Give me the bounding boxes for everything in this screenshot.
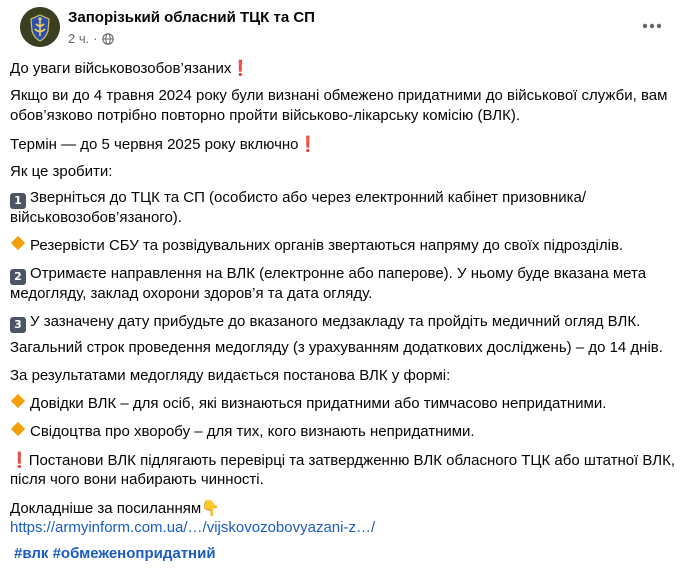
term-line: Загальний строк проведення медогляду (з урахуванням додаткових досліджень) – до 14 днів. <box>10 339 663 356</box>
deadline-text: Термін — до 5 червня 2025 року включно <box>10 136 299 153</box>
orange-diamond-icon <box>11 394 25 408</box>
page-avatar[interactable] <box>20 7 60 47</box>
para1-line2: обов’язково потрібно повторно пройти військово-лікарську комісію (ВЛК). <box>10 107 521 124</box>
hashtag-vlk[interactable]: #влк <box>14 545 49 562</box>
emblem-icon <box>20 7 60 47</box>
bullet3-text: Свідоцтва про хворобу – для тих, кого визнають непридатними. <box>30 423 475 440</box>
step2-text: Отримаєте направлення на ВЛК (електронне або паперове). У ньому буде вказана мета <box>30 265 647 282</box>
step2-line1 <box>10 264 646 285</box>
more-info-text: Докладніше за посиланням <box>10 500 202 517</box>
step3-line <box>10 312 640 333</box>
keycap-number-icon: 3 <box>10 317 26 333</box>
note-text: Постанови ВЛК підлягають перевірці та затвердженню ВЛК обласного ТЦК або штатної ВЛК, <box>28 452 676 469</box>
bullet2-line <box>10 394 606 414</box>
exclamation-icon: ❗ <box>298 135 318 153</box>
how-to-line: Як це зробити: <box>10 163 113 180</box>
source-link-line <box>10 518 375 538</box>
page-name-link[interactable]: Запорізький обласний ТЦК та СП <box>68 9 315 26</box>
keycap-number-icon: 1 <box>10 193 26 209</box>
bullet1-text: Резервісти СБУ та розвідувальних органів звертаються напряму до своїх підрозділів. <box>30 237 624 254</box>
source-link[interactable]: https://armyinform.com.ua/…/vijskovozobovyazani-z…/ <box>10 519 376 536</box>
hashtag-limited-fit[interactable]: #обмеженопридатний <box>52 545 216 562</box>
bullet3-line <box>10 422 475 442</box>
pointing-down-icon: 👇 <box>201 499 220 517</box>
note-line2: після чого вони набирають чинності. <box>10 471 264 488</box>
step1-text: Зверніться до ТЦК та СП (особисто або через електронний кабінет призовника/ <box>30 189 587 206</box>
more-icon <box>642 23 662 29</box>
orange-diamond-icon <box>11 236 25 250</box>
step3-text: У зазначену дату прибудьте до вказаного медзакладу та пройдіть медичний огляд ВЛК. <box>30 313 641 330</box>
post-time[interactable]: 2 ч. <box>68 31 90 46</box>
meta-separator: · <box>93 31 98 46</box>
exclamation-icon: ❗ <box>231 59 251 77</box>
bullet2-text: Довідки ВЛК – для осіб, які визнаються придатними або тимчасово непридатними. <box>30 395 607 412</box>
step1-line1 <box>10 188 586 209</box>
more-options-button[interactable] <box>638 12 666 40</box>
results-line: За результатами медогляду видається постанова ВЛК у формі: <box>10 367 451 384</box>
orange-diamond-icon <box>11 422 25 436</box>
post-header <box>10 0 678 52</box>
deadline-line <box>10 134 317 155</box>
keycap-number-icon: 2 <box>10 269 26 285</box>
post-meta <box>68 31 114 46</box>
more-info-line <box>10 498 220 519</box>
intro-text: До уваги військовозобов’язаних <box>10 60 232 77</box>
step2-line2: медогляду, заклад охорони здоров’я та дата огляду. <box>10 285 373 302</box>
para1-line1: Якщо ви до 4 травня 2024 року були визнані обмежено придатними до військової служби, вам <box>10 87 668 104</box>
hashtags <box>14 544 216 564</box>
post-line-intro <box>10 58 250 79</box>
note-line1 <box>10 450 675 471</box>
bullet1-line <box>10 236 623 256</box>
globe-icon[interactable] <box>102 33 114 45</box>
step1-line2: військовозобов’язаного). <box>10 209 182 226</box>
exclamation-icon: ❗ <box>10 451 29 469</box>
